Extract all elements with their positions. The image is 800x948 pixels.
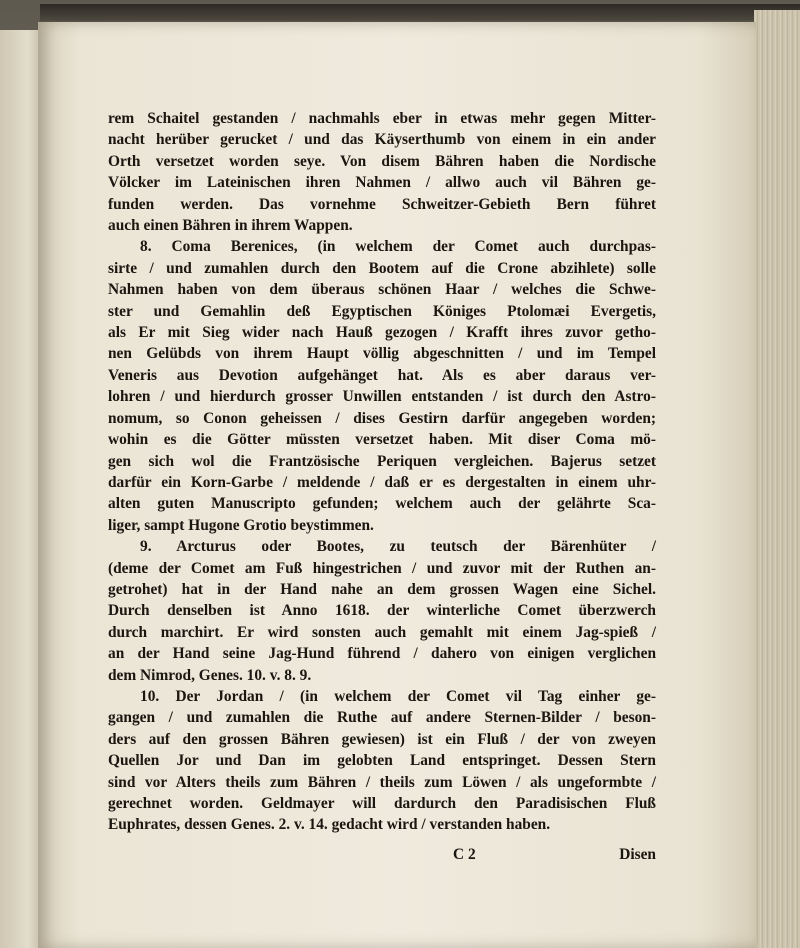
text-line: getrohet) hat in der Hand nahe an dem grossen Wagen eine Sichel. xyxy=(108,580,656,598)
text-line: wohin es die Götter müssten versetzet haben. Mit diser Coma mö- xyxy=(108,431,656,449)
text-line: Nahmen haben von dem überaus schönen Haar / welches die Schwe- xyxy=(108,281,656,299)
text-line: (deme der Comet am Fuß hingestrichen / und zuvor mit der Ruthen an- xyxy=(108,559,656,577)
text-line: gangen / und zumahlen die Ruthe auf andere Sternen-Bilder / beson- xyxy=(108,709,656,727)
text-line: Durch denselben ist Anno 1618. der winterliche Comet überzwerch xyxy=(108,602,656,620)
text-line: nomum, so Conon geheissen / dises Gestirn darfür angegeben worden; xyxy=(108,409,656,427)
text-line: 10. Der Jordan / (in welchem der Comet vil Tag einher ge- xyxy=(140,687,656,705)
text-line: Völcker im Lateinischen ihren Nahmen / allwo auch vil Bähren ge- xyxy=(108,174,656,192)
text-line: Veneris aus Devotion aufgehänget hat. Als es aber daraus ver- xyxy=(108,366,656,384)
text-line: sirte / und zumahlen durch den Bootem auf die Crone abzihlete) solle xyxy=(108,259,656,277)
text-line: 8. Coma Berenices, (in welchem der Comet auch durchpas- xyxy=(140,238,656,256)
text-line: funden werden. Das vornehme Schweitzer-Gebieth Bern führet xyxy=(108,195,656,213)
text-line: nen Gelübds von ihrem Haupt völlig abgeschnitten / und im Tempel xyxy=(108,345,656,363)
text-line: 9. Arcturus oder Bootes, zu teutsch der Bärenhüter / xyxy=(140,538,656,556)
text-line: Euphrates, dessen Genes. 2. v. 14. gedacht wird / verstanden haben. xyxy=(108,816,551,834)
signature-mark: C 2 xyxy=(453,846,476,863)
text-line: als Er mit Sieg wider nach Hauß gezogen / Krafft ihres zuvor getho- xyxy=(108,324,656,342)
text-line: nacht herüber gerucket / und das Käyserthumb von einem in ein ander xyxy=(108,131,656,149)
text-line: durch marchirt. Er wird sonsten auch gemahlt mit einem Jag-spieß / xyxy=(108,623,656,641)
text-line: Orth versetzet worden seye. Von disem Bähren haben die Nordische xyxy=(108,152,656,170)
text-line: Quellen Jor und Dan im gelobten Land entspringet. Dessen Stern xyxy=(108,752,656,770)
catchword: Disen xyxy=(619,846,656,863)
text-line: an der Hand seine Jag-Hund führend / dahero von einigen verglichen xyxy=(108,645,656,663)
page-footer xyxy=(108,846,656,868)
text-line: ders auf den grossen Bähren gewiesen) ist ein Fluß / der von zweyen xyxy=(108,730,656,748)
text-line: gen sich wol die Frantzösische Periquen vergleichen. Bajerus setzet xyxy=(108,452,656,470)
text-line: gerechnet worden. Geldmayer will dardurch den Paradisischen Fluß xyxy=(108,795,656,812)
text-line: sind vor Alters theils zum Bähren / theils zum Löwen / als ungeformbte / xyxy=(108,773,656,791)
text-line: lohren / und hierdurch grosser Unwillen entstanden / ist durch den Astro- xyxy=(108,388,656,406)
text-line: dem Nimrod, Genes. 10. v. 8. 9. xyxy=(108,666,312,684)
text-line: liger, sampt Hugone Grotio beystimmen. xyxy=(108,516,374,534)
text-line: rem Schaitel gestanden / nachmahls eber in etwas mehr gegen Mitter- xyxy=(108,110,656,127)
text-line: ster und Gemahlin deß Egyptischen Königes Ptolomæi Evergetis, xyxy=(108,302,656,320)
page-stack-edge xyxy=(754,10,800,948)
page-text xyxy=(108,108,656,836)
text-line: auch einen Bähren in ihrem Wappen. xyxy=(108,217,353,235)
text-line: darfür ein Korn-Garbe / meldende / daß er es dergestalten in einem uhr- xyxy=(108,473,656,491)
text-line: alten guten Manuscripto gefunden; welchem auch der gelährte Sca- xyxy=(108,495,656,513)
